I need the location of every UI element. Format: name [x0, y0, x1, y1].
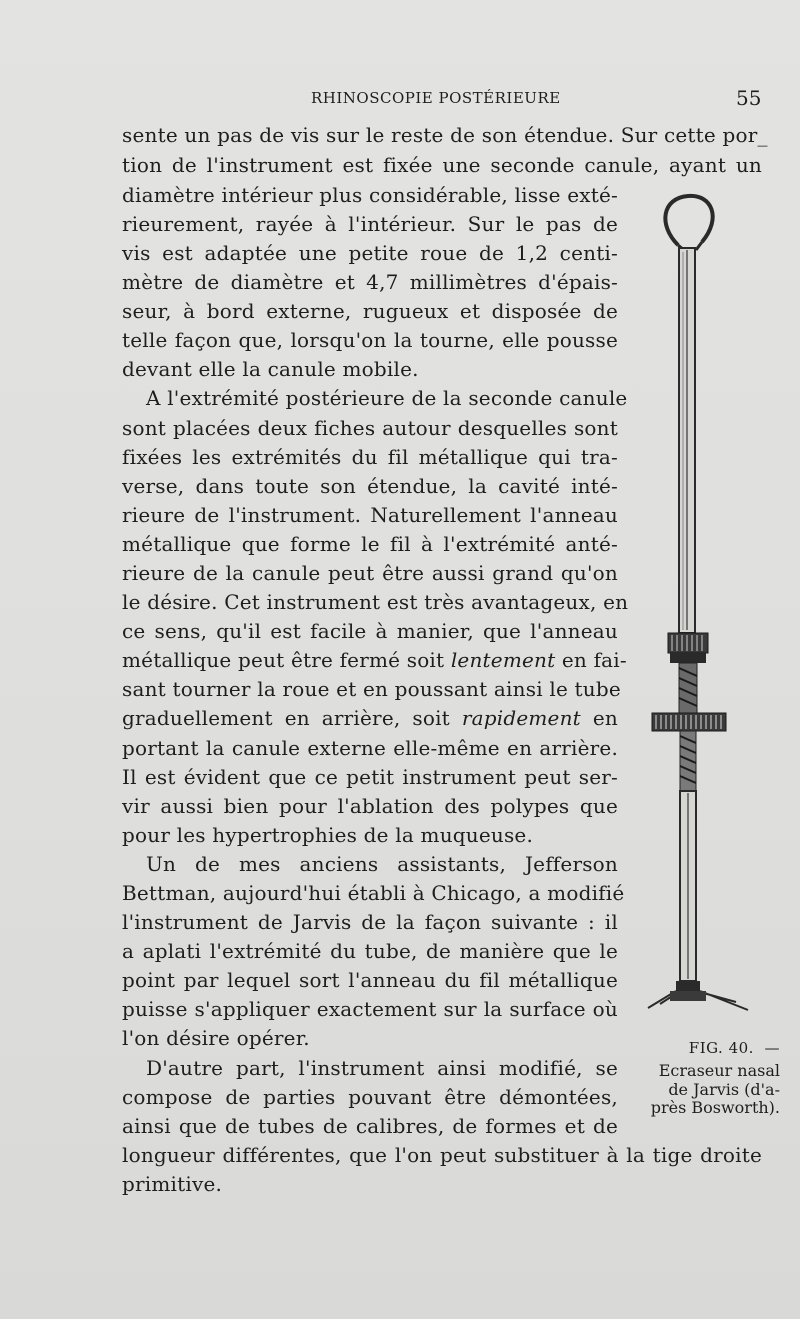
figure-label: FIG. 40. [688, 1039, 754, 1057]
text-line: diamètre intérieur plus considérable, lisse exté- [122, 183, 618, 207]
figure-dash: — [764, 1039, 780, 1057]
italic-word: lentement [450, 648, 556, 672]
running-title: RHINOSCOPIE POSTÉRIEURE [311, 89, 561, 107]
caption-line: de Jarvis (d'a- [668, 1079, 780, 1099]
figure-caption [630, 1040, 780, 1117]
text-line: puisse s'appliquer exactement sur la surface où [122, 997, 618, 1021]
text-segment: en fai- [555, 648, 627, 672]
caption-line: Ecraseur nasal [658, 1061, 780, 1081]
text-line: le désire. Cet instrument est très avantageux, en [122, 590, 629, 614]
text-line: sente un pas de vis sur le reste de son étendue. Sur cette por_ [122, 123, 768, 147]
figure-label-row [630, 1040, 780, 1057]
page-number: 55 [736, 86, 762, 110]
text-line: seur, à bord externe, rugueux et disposée de [122, 299, 618, 323]
text-line: sant tourner la roue et en poussant ainsi le tube [122, 677, 621, 701]
text-line [122, 648, 627, 672]
text-line: vir aussi bien pour l'ablation des polypes que [122, 794, 618, 818]
text-segment: métallique peut être fermé soit [122, 648, 451, 672]
text-line: pour les hypertrophies de la muqueuse. [122, 823, 534, 847]
text-line: l'on désire opérer. [122, 1026, 310, 1050]
text-line: fixées les extrémités du fil métallique qui tra- [122, 445, 618, 469]
text-line: Bettman, aujourd'hui établi à Chicago, a modifié [122, 881, 625, 905]
text-line: vis est adaptée une petite roue de 1,2 centi- [122, 241, 618, 265]
italic-word: rapidement [461, 706, 581, 730]
text-line: sont placées deux fiches autour desquelles sont [122, 416, 618, 440]
text-line: portant la canule externe elle-même en arrière. [122, 736, 618, 760]
text-line: telle façon que, lorsqu'on la tourne, elle pousse [122, 328, 618, 352]
text-segment: en [580, 706, 618, 730]
text-line: compose de parties pouvant être démontées, [122, 1085, 618, 1109]
text-line: D'autre part, l'instrument ainsi modifié, se [146, 1056, 618, 1080]
nasal-snare-illustration [640, 190, 760, 1030]
caption-line: près Bosworth). [650, 1098, 780, 1118]
text-line: ainsi que de tubes de calibres, de formes et de [122, 1114, 618, 1138]
text-line: a aplati l'extrémité du tube, de manière que le [122, 939, 618, 963]
text-line: rieure de la canule peut être aussi grand qu'on [122, 561, 618, 585]
text-line: point par lequel sort l'anneau du fil métallique [122, 968, 618, 992]
text-line: A l'extrémité postérieure de la seconde canule [146, 386, 628, 410]
text-line: Un de mes anciens assistants, Jefferson [146, 852, 618, 876]
text-line: Il est évident que ce petit instrument peut ser- [122, 765, 618, 789]
text-line: primitive. [122, 1172, 223, 1196]
text-line: l'instrument de Jarvis de la façon suivante : il [122, 910, 618, 934]
text-line: rieurement, rayée à l'intérieur. Sur le pas de [122, 212, 618, 236]
text-segment: graduellement en arrière, soit [122, 706, 462, 730]
text-line: métallique que forme le fil à l'extrémité anté- [122, 532, 618, 556]
text-line: mètre de diamètre et 4,7 millimètres d'épais- [122, 270, 618, 294]
text-line [122, 708, 618, 728]
text-line: devant elle la canule mobile. [122, 357, 419, 381]
text-line: rieure de l'instrument. Naturellement l'anneau [122, 503, 618, 527]
text-line: longueur différentes, que l'on peut substituer à la tige droite [122, 1143, 762, 1167]
text-line: tion de l'instrument est fixée une seconde canule, ayant un [122, 153, 762, 177]
text-line: ce sens, qu'il est facile à manier, que l'anneau [122, 619, 618, 643]
text-line: verse, dans toute son étendue, la cavité inté- [122, 474, 618, 498]
